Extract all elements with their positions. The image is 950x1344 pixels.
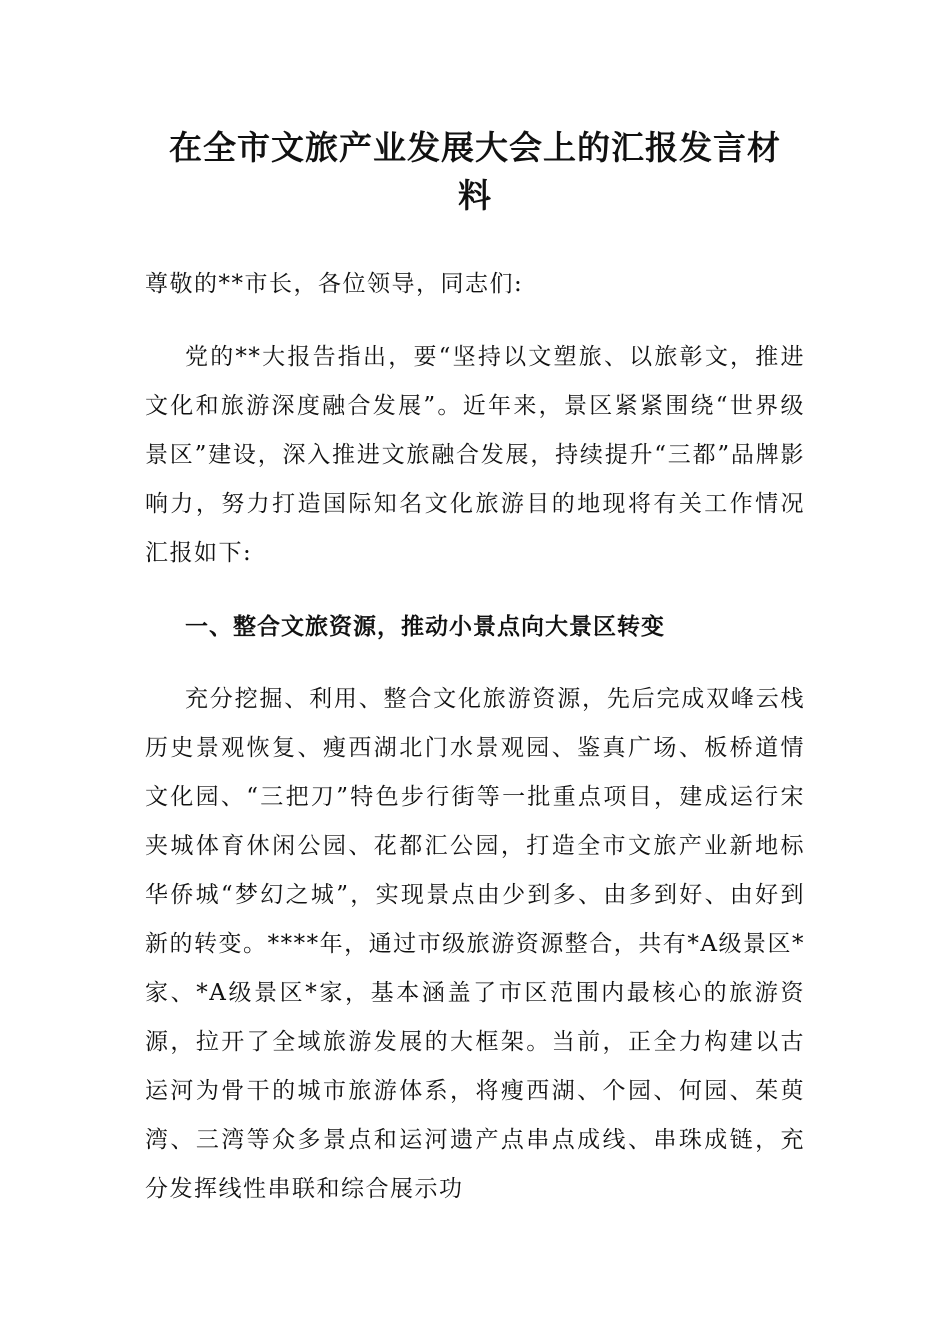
- document-page: [145, 124, 805, 1214]
- section-1-heading: 一、整合文旅资源，推动小景点向大景区转变: [185, 613, 665, 640]
- title-line-2: 料: [458, 176, 492, 215]
- document-title: [145, 124, 805, 220]
- intro-paragraph: 党的**大报告指出，要“坚持以文塑旅、以旅彰文，推进文化和旅游深度融合发展”。近年来，景区紧紧围绕“世界级景区”建设，深入推进文旅融合发展，持续提升“三都”品牌影响力，努力打造国际知名文化旅游目的地现将有关工作情况汇报如下:: [145, 344, 805, 566]
- salutation: 尊敬的**市长，各位领导，同志们:: [145, 271, 524, 297]
- title-line-1: 在全市文旅产业发展大会上的汇报发言材: [169, 128, 781, 167]
- section-1-paragraph: 充分挖掘、利用、整合文化旅游资源，先后完成双峰云栈历史景观恢复、瘦西湖北门水景观园、鉴真广场、板桥道情文化园、“三把刀”特色步行街等一批重点项目，建成运行宋夹城体育休闲公园、花都汇公园，打造全市文旅产业新地标华侨城“梦幻之城”，实现景点由少到多、由多到好、由好到新的转变。****年，通过市级旅游资源整合，共有*A级景区*家、*A级景区*家，基本涵盖了市区范围内最核心的旅游资源，拉开了全域旅游发展的大框架。当前，正全力构建以古运河为骨干的城市旅游体系，将瘦西湖、个园、何园、茱萸湾、三湾等众多景点和运河遗产点串点成线、串珠成链，充分发挥线性串联和综合展示功: [145, 686, 805, 1202]
